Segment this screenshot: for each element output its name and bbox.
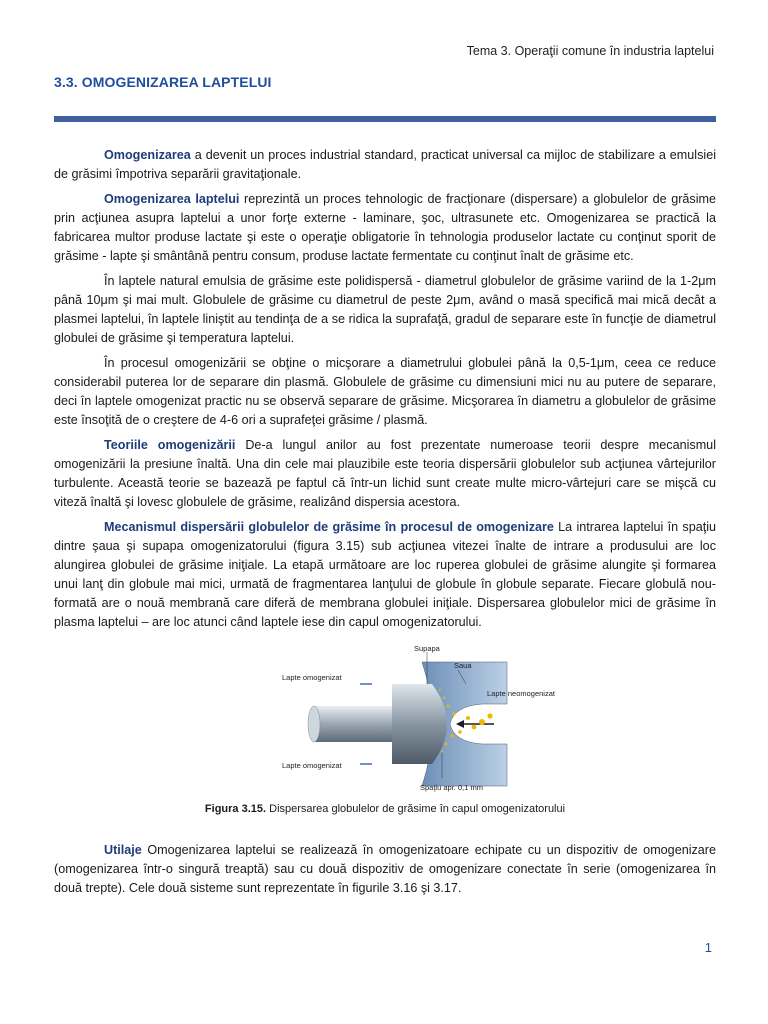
label-out-bottom xyxy=(282,761,343,770)
paragraph-text: La intrarea laptelui în spaţiu dintre şaua şi supapa omogenizatorului (figura 3.15) sub acţiunea vitezei înalte de intrare a produsului are loc alungirea globulei de grăsime iniţiale. La etapă următoare are loc ruperea globulei de grăsime alungite şi formarea unui lanţ din globule mai mici, urmată de fragmentarea lanţului de globule în globule separate. Fiecare globulă nou-formată are o nouă membrană care diferă de membrana globulei iniţiale. Dispersarea globulelor mici de grăsime în plasma laptelui – are loc atunci când laptele iese din capul omogenizatorului. xyxy=(54,520,716,629)
label-in xyxy=(487,689,556,698)
figure-caption xyxy=(54,800,716,819)
paragraph-text: În procesul omogenizării se obţine o micşorare a diametrului globulei până la 0,5-1μm, ceea ce reduce considerabil puterea lor de separare din plasmă. Globulele de grăsime cu dimensiuni mici nu au putere de separare, deci în laptele omogenizat practic nu se observă separare de grăsime. Micşorarea în diametru a globulelor de grăsime este însoţită de o creştere de 4-6 ori a suprafeţei grăsime / plasmă. xyxy=(54,356,716,427)
label-seat: Saua xyxy=(454,661,472,670)
paragraph xyxy=(54,272,716,348)
rod-end xyxy=(308,706,320,742)
paragraph xyxy=(54,841,716,898)
homogenizer-figure xyxy=(54,644,716,794)
paragraph xyxy=(54,354,716,430)
paragraph-lead: Omogenizarea laptelui xyxy=(104,192,240,206)
homogenizer-diagram xyxy=(282,644,555,794)
paragraph-text: În laptele natural emulsia de grăsime este polidispersă - diametrul globulelor de grăsime variind de la 1-2μm până 10μm şi mai mult. Globulele de grăsime cu diametrul de peste 2μm, având o masă specifică mai mică decât a plasmei laptelui, în laptele liniştit au tendinţa de a se ridica la suprafaţă, gradul de separare este în funcţie de diametrul globulei de grăsime şi temperatura laptelui. xyxy=(54,274,716,345)
label-out-top xyxy=(282,673,343,682)
valve-head xyxy=(392,684,447,764)
paragraph xyxy=(54,190,716,266)
caption-text: Dispersarea globulelor de grăsime în capul omogenizatorului xyxy=(266,803,566,815)
label-gap: Spaţiu apr. 0,1 mm xyxy=(420,783,483,792)
paragraph-text: a devenit un proces industrial standard, practicat universal ca mijloc de stabilizare a emulsiei de grăsimi împotriva separării gravitaţionale. xyxy=(54,148,716,181)
paragraph xyxy=(54,436,716,512)
paragraph-lead: Omogenizarea xyxy=(104,148,191,162)
paragraph-text: reprezintă un proces tehnologic de fracţionare (dispersare) a globulelor de grăsime prin acţiunea asupra laptelui a unor forţe externe - laminare, şoc, ultrasunete etc. Omogenizarea se practică la fabricarea multor produse lactate şi este o operaţie obligatorie în tehnologia produselor lactate cu conţinut sporit de grăsime - lapte şi smântână pentru consum, produse lactate fermentate cu conţinut înalt de grăsime etc. xyxy=(54,192,716,263)
label-in-text: Lapte neomogenizat xyxy=(487,689,555,698)
label-out-top-text: Lapte omogenizat xyxy=(282,673,342,682)
label-valve: Supapa xyxy=(414,644,440,653)
paragraph-lead: Utilaje xyxy=(104,843,142,857)
page-number: 1 xyxy=(704,940,712,955)
title-divider xyxy=(54,116,716,122)
paragraph xyxy=(54,146,716,184)
body-text xyxy=(54,146,716,904)
section-title: 3.3. OMOGENIZAREA LAPTELUI xyxy=(54,74,272,90)
running-header: Tema 3. Operaţii comune în industria laptelui xyxy=(466,44,714,58)
paragraph-text: De-a lungul anilor au fost prezentate numeroase teorii despre mecanismul omogenizării la presiune înaltă. Una din cele mai plauzibile este teoria dispersării globulelor sub acţiunea vârtejurilor turbulente. Această teorie se bazează pe faptul că într-un lichid sunt create multe micro-vârtejuri care se mişcă cu viteză înaltă şi lovesc globulele de grăsime, realizând dispersia acestora. xyxy=(54,438,716,509)
paragraph-text: Omogenizarea laptelui se realizează în omogenizatoare echipate cu un dispozitiv de omogenizare (omogenizarea într-o singură treaptă) sau cu două dispozitiv de omogenizare conectate în serie (omogenizarea în două trepte). Cele două sisteme sunt reprezentate în figurile 3.16 şi 3.17. xyxy=(54,843,716,895)
caption-label: Figura 3.15. xyxy=(204,803,267,815)
label-out-bottom-text: Lapte omogenizat xyxy=(282,761,342,770)
paragraph-lead: Teoriile omogenizării xyxy=(104,438,236,452)
paragraph xyxy=(54,518,716,632)
paragraph-lead: Mecanismul dispersării globulelor de grăsime în procesul de omogenizare xyxy=(104,520,554,534)
